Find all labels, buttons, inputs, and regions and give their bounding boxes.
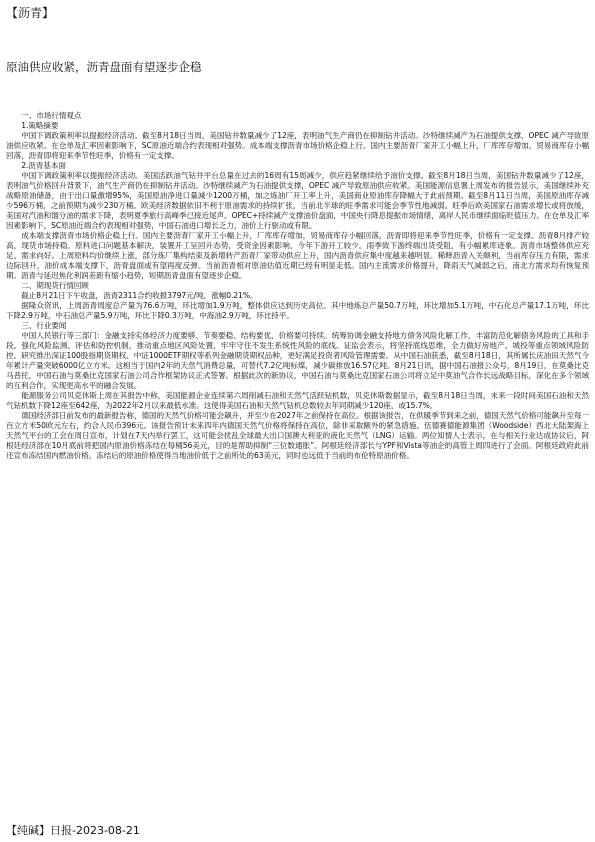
section-heading-3: 三、行业要闻 bbox=[21, 321, 67, 330]
paragraph-fundamentals-crude: 中国下调政策利率以提振经济活动。美国活跃油气钻井平台总量在过去的16周有15周减少，供应趋紧继续给予油价支撑。截至8月18日当周，美国钻井数量减少了12座，表明油气价格回升背景下，油气生产商仍在抑制钻井活动。沙特继续减产为石油提供支撑，OPEC 减产导致原油供应收紧。美国能源信息署上周发布的报告显示，美国继续补充战略原油储备，由于出口量激增95%，美国原油净进口量减少1200万桶，加之炼油厂开工率上升，美国商业原油库存降幅大于此前预期。截至8月11日当周，美国原油库存减少596万桶，之前预期为减少230万桶。欧美经济数据依旧不利于原油需求的持续扩张，当前北半球的旺季需求可能会季节性地减弱。旺季后欧美国家石油需求增长或将放缓，美国对汽油和馏分油的需求下降，表明夏季旅行高峰季已接近尾声。OPEC+持续减产支撑油价盘面，中国央行降息提振市场情绪，离岸人民币继续面临贬值压力。在仓单及汇率因素影响下，SC原油近端合约表现相对强势，中国石油进口增长乏力，油价上行驱动或有限。 bbox=[6, 171, 589, 230]
article-body bbox=[6, 111, 589, 461]
paragraph-news-policy: 中国人民银行等三部门：金融支持实体经济力度要够、节奏要稳、结构要优、价格要可持续。统筹协调金融支持地方债务风险化解工作，丰富防范化解债务风险的工具和手段，强化风险监测、评估和防控机制，推动重点地区风险处置，牢牢守住不发生系统性风险的底线。证监会表示，将坚持底线思维，全力做好房地产、城投等重点领域风险防控。研究推出深证100股指期货期权、中证1000ETF期权等系列金融期货期权品种，更好满足投资者风险管理需要。从中国石油获悉，截至8月18日，其所属长庆油田天然气今年累计产量突破6000亿立方米。这相当于国内2年的天然气消费总量，可替代7.2亿吨标煤，减少碳排放16.57亿吨。8月21日讯，据中国石油报公众号，8月19日，在莫桑比克马普托，中国石油与莫桑比克国家石油公司合作框架协议正式签署。根据此次的新协议，中国石油与莫桑比克国家石油公司将立足中莫油气合作长远战略目标，深化在多个领域的互利合作，实现更高水平的融合发展。 bbox=[6, 331, 589, 390]
paragraph-news-rigs: 能源服务公司贝克休斯上周在其报告中称，美国能源企业连续第六周削减石油和天然气活跃钻机数，贝克休斯数据显示，截至8月18日当周，未来一段时间美国石油和天然气钻机数下降12座至642座，为2022年2月以来最低水准。这使得美国石油和天然气钻机总数较去年同期减少120座，或15.7%。 bbox=[6, 391, 589, 410]
section-heading-1: 一、市场行情观点 bbox=[21, 111, 82, 120]
subheading-fundamentals: 2.沥青基本面 bbox=[21, 161, 66, 170]
article-title: 原油供应收紧，沥青盘面有望逐步企稳 bbox=[6, 60, 202, 74]
paragraph-futures-close: 截止8月21日下午收盘，沥青2311合约收报3797元/吨，涨幅0.21%。 bbox=[21, 291, 258, 300]
paragraph-strategy-summary: 中国下调政策利率以提振经济活动。截至8月18日当周，美国钻井数量减少了12座，表明油气生产商仍在抑制钻井活动。沙特继续减产为石油提供支撑，OPEC 减产导致原油供应收紧。在仓单及汇率因素影响下，SC原油近端合约表现相对强势。成本端支撑沥青市场价格企稳上行。国内主要沥青厂家开工小幅上升，厂库库存增加，贸易商库存小幅回落，沥青即将迎来季节性旺季，价格有一定支撑。 bbox=[6, 131, 589, 160]
paragraph-fundamentals-asphalt: 成本端支撑沥青市场价格企稳上行。国内主要沥青厂家开工小幅上升，厂库库存增加，贸易商库存小幅回落，沥青即将迎来季节性旺季，价格有一定支撑。沥青8月排产较高，现货市场持稳。原料进口问题基本解决，装置开工呈回升态势，受资金因素影响，今年下游开工较少。雨季致下游终端出货受阻，有小幅累库迹象。沥青市场整体供应充足、需求向好。上周原料均价继续上涨，部分炼厂集构结束及新增转产沥青厂家带动供应上升，国内沥青供应集中度越来越明显。稀释沥青入关顺利，当前库存压力有限，需求边际回升，油价成本端支撑下，沥青盘面或有望再度反弹。当前沥青相对原油估值近期已经有明显走低。国内主流需求价格提升，降雨天气减弱之后，南北方需求均有恢复预期。沥青与延迟焦化利润差距有缩小趋势，短期沥青盘面有望逐步企稳。 bbox=[6, 231, 589, 280]
paragraph-news-gas: 德国经济部日前发布的最新报告称，德国的天然气价格可能会飙升，并至少在2027年之前保持在高位。根据该报告，在供暖季节到来之前，德国天然气价格可能飙升至每一百立方米50欧元左右，约合人民币396元。该报告预计未来四年内德国天然气价格将保持在高位，除非采取额外的紧急措施。伍德赛德能源集团（Woodside）西北大陆架海上天然气平台的工会在周日宣布，计划在7天内举行罢工，这可能会扰乱全球最大出口国澳大利亚的液化天然气（LNG）运输。两位知情人士表示，在与相关行业达成协议后，阿根廷经济部在10月底前将把国内原油价格冻结在每桶56美元，目的是帮助抑制“三位数通胀”。阿根廷经济部长与YPF和Vista等油企的高管上周四进行了会面。阿根廷政府此前还宣布冻结国内燃油价格。冻结后的原油价格使得当地油价低于之前所处的63美元，同时也远低于当前的布伦特原油价格。 bbox=[6, 411, 589, 460]
paragraph-output-data: 据隆众资讯，上周沥青周度总产量为76.6万吨，环比增加1.9万吨，整体供应达到历史高位。其中地炼总产量50.7万吨，环比增加5.1万吨，中石化总产量17.1万吨，环比下降2.9万吨，中石油总产量5.9万吨，环比下降0.3万吨，中海油2.9万吨，环比持平。 bbox=[6, 301, 589, 320]
section-heading-2: 二、期现货行情回顾 bbox=[21, 281, 89, 290]
subheading-strategy: 1.策略摘要 bbox=[21, 121, 59, 130]
section-tag: 【沥青】 bbox=[6, 6, 55, 20]
footer-link[interactable]: 【纯碱】日报-2023-08-21 bbox=[6, 824, 140, 837]
